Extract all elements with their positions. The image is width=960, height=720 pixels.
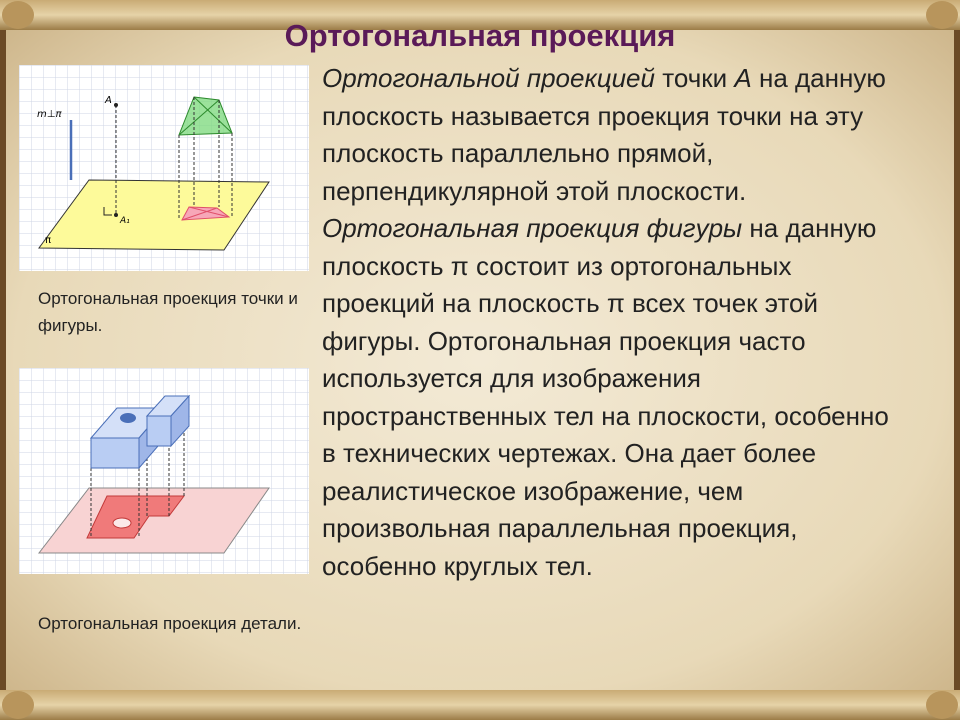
term-point-a: А <box>734 63 752 93</box>
main-text <box>322 60 907 585</box>
caption-figure2: Ортогональная проекция детали. <box>38 614 302 633</box>
caption-figure1: Ортогональная проекция точки и фигуры. <box>38 289 298 335</box>
point-a1 <box>114 213 118 217</box>
label-pi: π <box>45 235 52 246</box>
label-a: A <box>105 95 112 106</box>
text-p1-b: на данную плоскость называется проекция точки на эту плоскость параллельно прямой, перпендикулярной этой плоскости. <box>322 63 886 206</box>
figure-point-projection <box>19 65 309 271</box>
part-front-face <box>91 438 139 468</box>
point-a <box>114 103 118 107</box>
term-orthogonal-projection: Ортогональной проекцией <box>322 63 655 93</box>
slide-title: Ортогональная проекция <box>284 18 676 53</box>
term-figure-projection: Ортогональная проекция фигуры <box>322 213 743 243</box>
text-p1-a: точки <box>654 63 735 93</box>
label-a1: A₁ <box>120 216 130 226</box>
part-hole <box>120 413 136 423</box>
figure-part-projection <box>19 368 309 574</box>
text-p2-a: на данную плоскость π состоит из ортогональных проекций на плоскость π всех точек этой фигуры. Ортогональная проекция часто используется для изображения пространственных тел на плоскости, особенно в технических чертежах. Она дает более реалистическое изображение, чем произвольная параллельная проекция, особенно круглых тел. <box>322 213 889 581</box>
label-m: m⊥π <box>37 109 62 120</box>
hole-projection <box>113 518 131 528</box>
part-step-front <box>147 416 171 446</box>
